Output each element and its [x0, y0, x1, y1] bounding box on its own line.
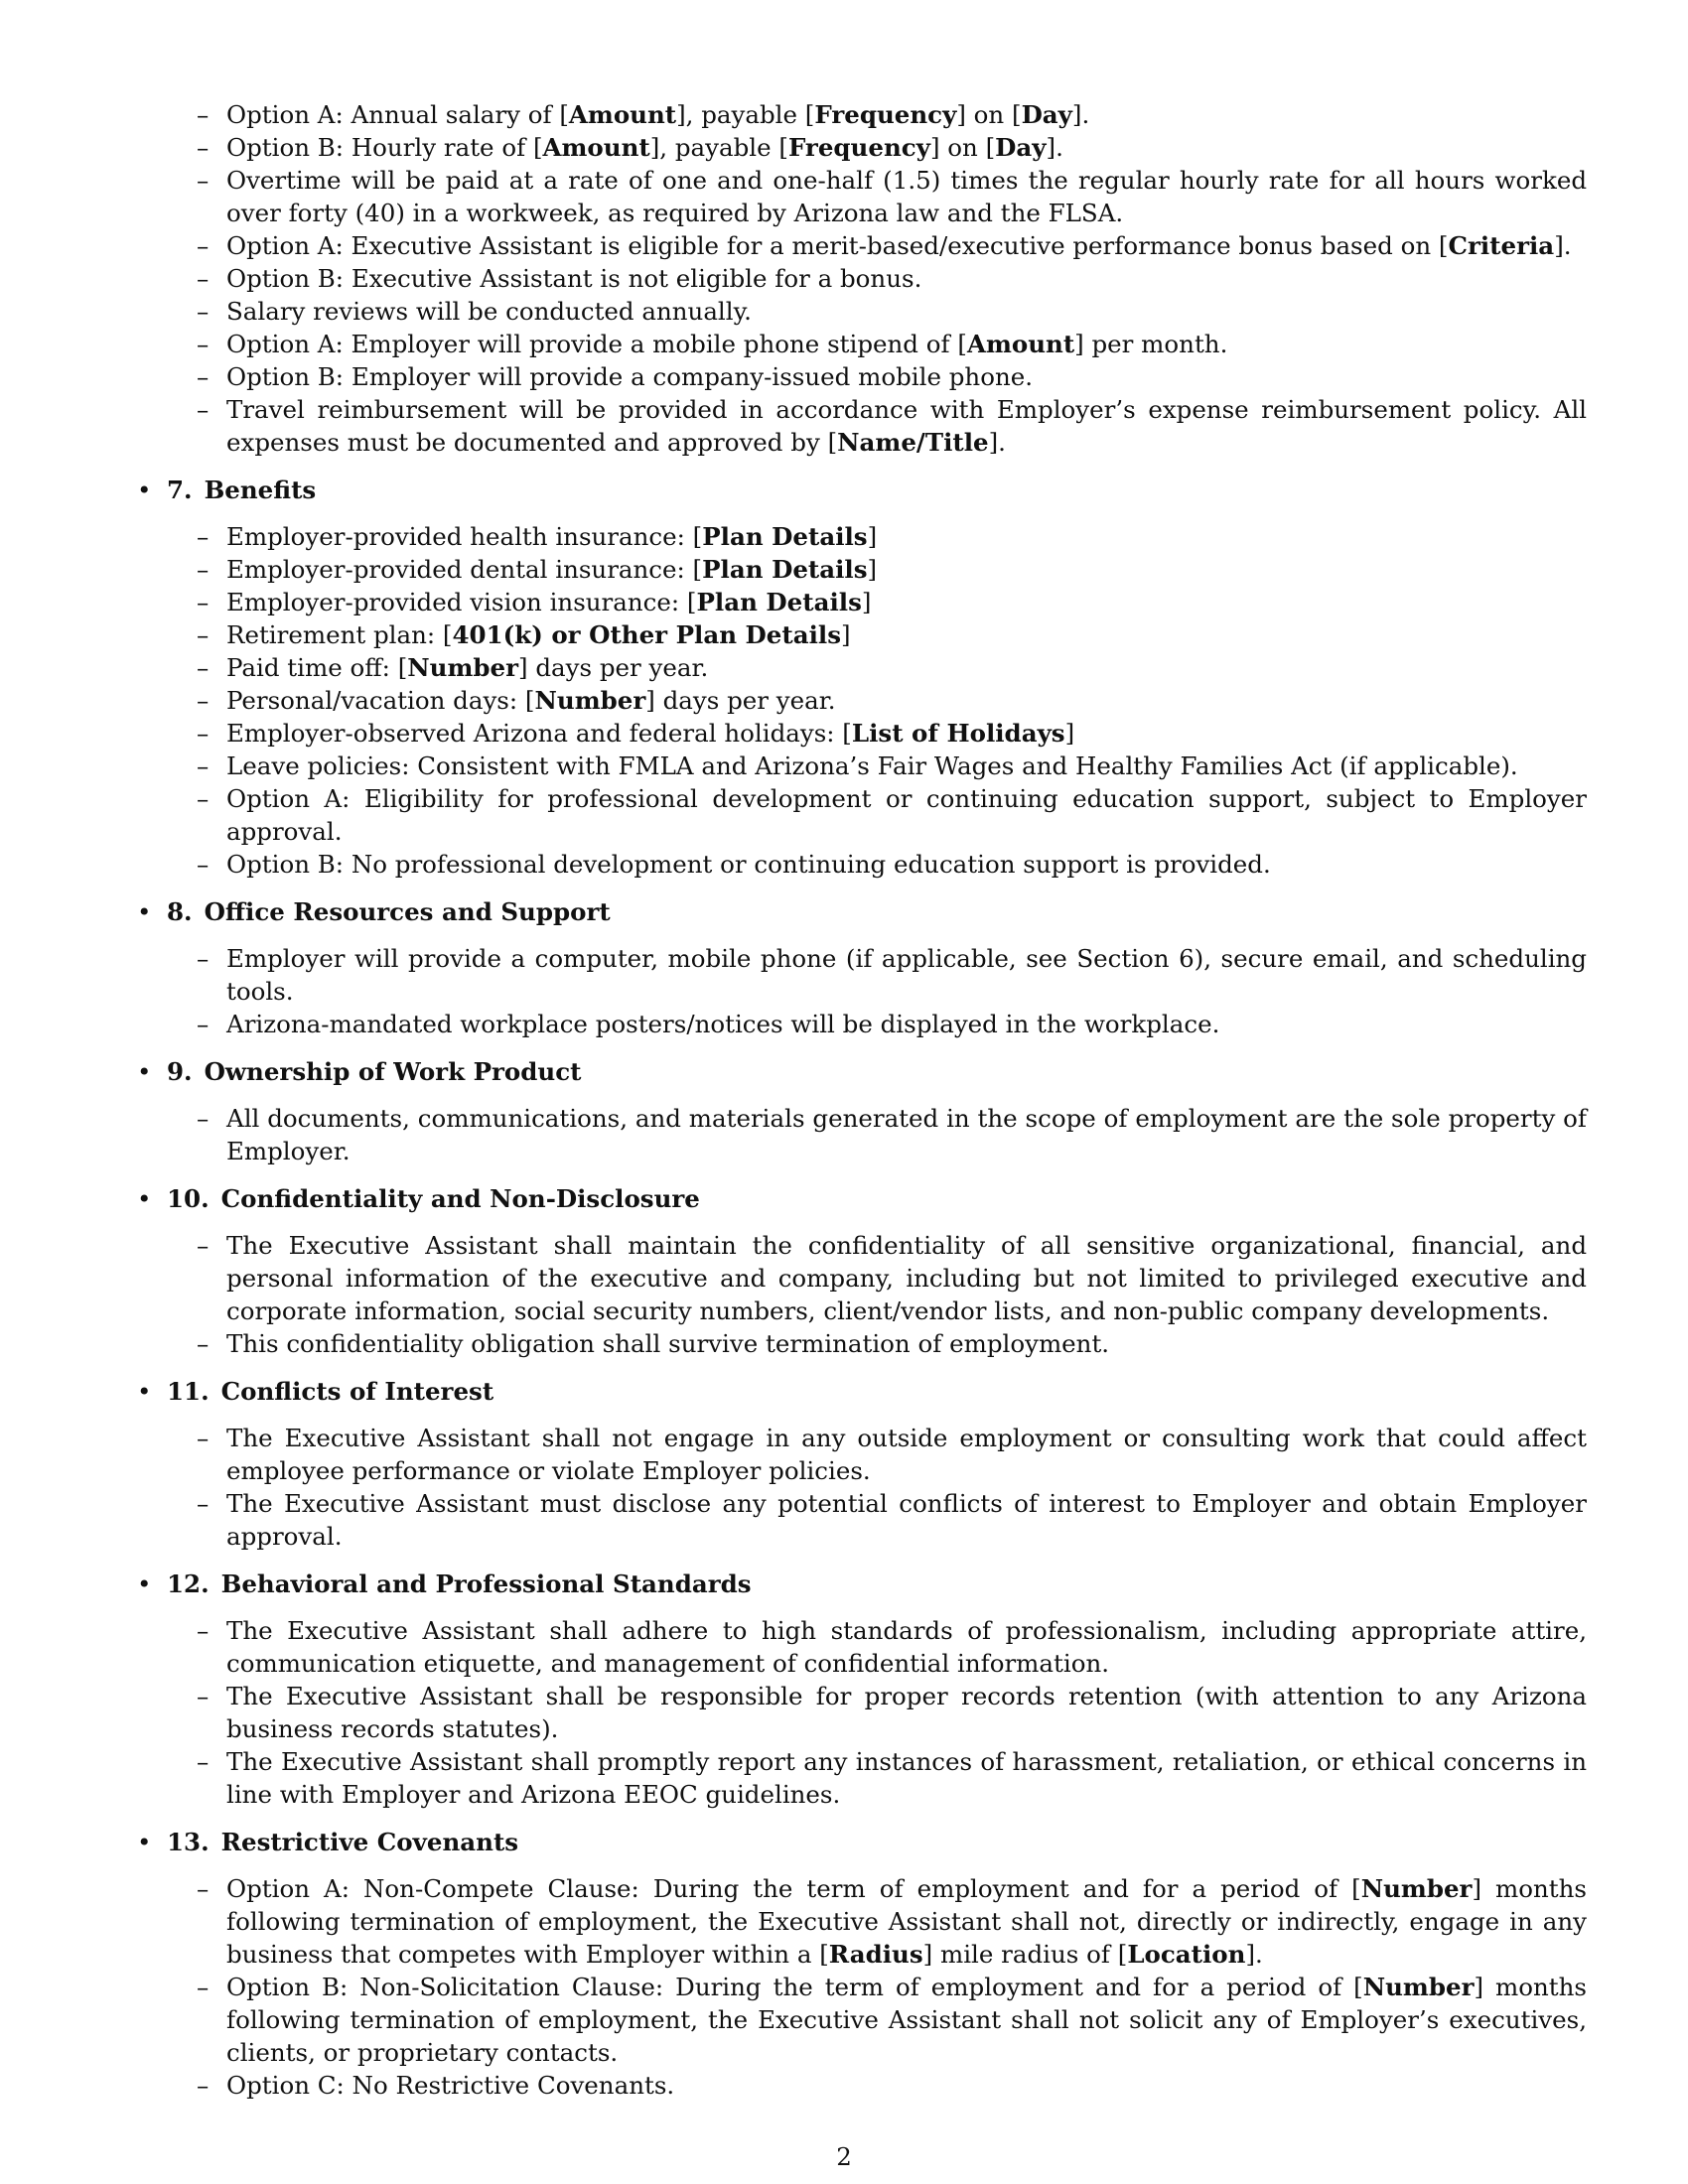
text-segment: Personal/vacation days: [	[226, 686, 535, 715]
text-segment: ], payable [	[649, 133, 788, 162]
text-segment: ] months following termination of employment, the Executive Assistant shall not solicit any of Employer’s executives, clients, or proprietary contacts.	[226, 1973, 1587, 2067]
placeholder-field: Number	[534, 686, 646, 715]
text-segment: ] per month.	[1074, 330, 1228, 358]
text-segment: Option C: No Restrictive Covenants.	[226, 2071, 675, 2100]
text-segment: ] days per year.	[645, 686, 836, 715]
text-segment: Employer-provided health insurance: [	[226, 522, 703, 551]
text-segment: Employer-provided dental insurance: [	[226, 555, 703, 584]
placeholder-field: Plan Details	[696, 588, 862, 616]
placeholder-field: Frequency	[787, 133, 930, 162]
list-item	[226, 553, 1587, 586]
section-heading	[129, 1375, 1587, 1408]
section-title: Office Resources and Support	[204, 897, 611, 926]
text-segment: ] mile radius of [	[922, 1940, 1128, 1969]
section-items-list	[129, 520, 1587, 881]
placeholder-field: Amount	[542, 133, 650, 162]
text-segment: Option B: Hourly rate of [	[226, 133, 543, 162]
section-heading	[129, 1826, 1587, 1858]
placeholder-field: List of Holidays	[851, 719, 1065, 748]
section-items-list	[129, 1614, 1587, 1811]
section	[129, 1055, 1587, 1167]
text-segment: Salary reviews will be conducted annually.	[226, 297, 752, 326]
text-segment: Overtime will be paid at a rate of one and one-half (1.5) times the regular hourly rate for all hours worked over forty (40) in a workweek, as required by Arizona law and the FLSA.	[226, 166, 1587, 227]
text-segment: The Executive Assistant shall not engage in any outside employment or consulting work that could affect employee performance or violate Employer policies.	[226, 1424, 1587, 1485]
text-segment: Option A: Non-Compete Clause: During the term of employment and for a period of [	[226, 1874, 1361, 1903]
text-segment: ]	[867, 555, 878, 584]
text-segment: Arizona-mandated workplace posters/notices will be displayed in the workplace.	[226, 1010, 1220, 1038]
list-item	[226, 586, 1587, 618]
list-item	[226, 1229, 1587, 1327]
list-item	[226, 618, 1587, 651]
list-item	[226, 98, 1587, 131]
text-segment: The Executive Assistant shall promptly report any instances of harassment, retaliation, or ethical concerns in line with Employer and Arizona EEOC guidelines.	[226, 1747, 1587, 1809]
text-segment: Leave policies: Consistent with FMLA and Arizona’s Fair Wages and Healthy Families Act (if applicable).	[226, 751, 1518, 780]
list-item	[226, 295, 1587, 328]
placeholder-field: Radius	[828, 1940, 923, 1969]
list-item	[226, 651, 1587, 684]
section	[129, 1568, 1587, 1811]
list-item	[226, 360, 1587, 393]
list-item	[226, 1327, 1587, 1360]
list-item	[226, 750, 1587, 782]
section-heading	[129, 895, 1587, 928]
section	[129, 1826, 1587, 2102]
sections-container	[129, 474, 1587, 2102]
placeholder-field: Amount	[568, 100, 677, 129]
list-item	[226, 717, 1587, 750]
text-segment: ]	[841, 620, 851, 649]
list-item	[226, 393, 1587, 459]
text-segment: This confidentiality obligation shall survive termination of employment.	[226, 1329, 1110, 1358]
section-items-list	[129, 1422, 1587, 1553]
placeholder-field: Amount	[966, 330, 1075, 358]
section-heading	[129, 1055, 1587, 1088]
text-segment: The Executive Assistant shall be responsible for proper records retention (with attention to any Arizona business records statutes).	[226, 1682, 1587, 1743]
text-segment: Employer-provided vision insurance: [	[226, 588, 697, 616]
placeholder-field: Number	[1360, 1874, 1473, 1903]
bullet-icon: •	[137, 476, 152, 504]
list-item	[226, 1487, 1587, 1553]
placeholder-field: Plan Details	[702, 555, 868, 584]
text-segment: ].	[1245, 1940, 1263, 1969]
list-item	[226, 942, 1587, 1008]
text-segment: ] on [	[956, 100, 1022, 129]
list-item	[226, 1102, 1587, 1167]
placeholder-field: Number	[407, 653, 519, 682]
placeholder-field: Name/Title	[837, 428, 989, 457]
list-item	[226, 262, 1587, 295]
section-title: Restrictive Covenants	[220, 1828, 519, 1856]
text-segment: The Executive Assistant shall adhere to high standards of professionalism, including appropriate attire, communication etiquette, and management of confidential information.	[226, 1616, 1587, 1678]
section-heading	[129, 474, 1587, 506]
section	[129, 1182, 1587, 1360]
text-segment: ]	[1064, 719, 1075, 748]
list-item	[226, 1872, 1587, 1971]
section-number: 7.	[167, 476, 193, 504]
placeholder-field: Day	[1021, 100, 1072, 129]
placeholder-field: Frequency	[814, 100, 957, 129]
section-items-list	[129, 1102, 1587, 1167]
list-item	[226, 782, 1587, 848]
text-segment: Option A: Eligibility for professional development or continuing education support, subject to Employer approval.	[226, 784, 1587, 846]
section-title: Conflicts of Interest	[220, 1377, 494, 1406]
placeholder-field: Plan Details	[702, 522, 868, 551]
text-segment: Employer will provide a computer, mobile phone (if applicable, see Section 6), secure email, and scheduling tools.	[226, 944, 1587, 1006]
text-segment: ] months following termination of employment, the Executive Assistant shall not, directly or indirectly, engage in any business that competes with Employer within a [	[226, 1874, 1587, 1969]
bullet-icon: •	[137, 897, 152, 926]
text-segment: ]	[867, 522, 878, 551]
section-number: 8.	[167, 897, 193, 926]
document-body	[129, 98, 1587, 2102]
text-segment: Option B: Employer will provide a company-issued mobile phone.	[226, 362, 1034, 391]
section-title: Ownership of Work Product	[204, 1057, 582, 1086]
list-item	[226, 1971, 1587, 2069]
section-items-list	[129, 1872, 1587, 2102]
list-item	[226, 2069, 1587, 2102]
bullet-icon: •	[137, 1570, 152, 1598]
list-item	[226, 1745, 1587, 1811]
page-number: 2	[836, 2142, 852, 2171]
section-items-list	[129, 942, 1587, 1040]
section	[129, 1375, 1587, 1553]
bullet-icon: •	[137, 1057, 152, 1086]
section-title: Behavioral and Professional Standards	[220, 1570, 752, 1598]
text-segment: Option A: Employer will provide a mobile phone stipend of [	[226, 330, 967, 358]
text-segment: Option A: Executive Assistant is eligible for a merit-based/executive performance bonus based on [	[226, 231, 1449, 260]
list-item	[226, 328, 1587, 360]
section-heading	[129, 1182, 1587, 1215]
text-segment: ] days per year.	[518, 653, 709, 682]
section	[129, 895, 1587, 1040]
compensation-items-list	[129, 98, 1587, 459]
text-segment: ] on [	[929, 133, 996, 162]
text-segment: ], payable [	[676, 100, 815, 129]
list-item	[226, 1008, 1587, 1040]
section-number: 13.	[167, 1828, 210, 1856]
text-segment: Option B: Executive Assistant is not eligible for a bonus.	[226, 264, 922, 293]
placeholder-field: 401(k) or Other Plan Details	[452, 620, 841, 649]
text-segment: The Executive Assistant must disclose any potential conflicts of interest to Employer and obtain Employer approval.	[226, 1489, 1587, 1551]
section-number: 9.	[167, 1057, 193, 1086]
placeholder-field: Location	[1127, 1940, 1246, 1969]
section-items-list	[129, 1229, 1587, 1360]
list-item	[226, 229, 1587, 262]
list-item	[226, 1614, 1587, 1680]
text-segment: The Executive Assistant shall maintain the confidentiality of all sensitive organizational, financial, and personal information of the executive and company, including but not limited to privileged executive and corporate information, social security numbers, client/vendor lists, and non-public company developments.	[226, 1231, 1587, 1325]
text-segment: Employer-observed Arizona and federal holidays: [	[226, 719, 852, 748]
text-segment: ]	[861, 588, 872, 616]
text-segment: Option B: Non-Solicitation Clause: During the term of employment and for a period of [	[226, 1973, 1363, 2001]
text-segment: ].	[1046, 133, 1063, 162]
text-segment: ].	[1554, 231, 1572, 260]
text-segment: Retirement plan: [	[226, 620, 453, 649]
section-number: 11.	[167, 1377, 210, 1406]
placeholder-field: Number	[1362, 1973, 1475, 2001]
placeholder-field: Day	[995, 133, 1047, 162]
section-number: 12.	[167, 1570, 210, 1598]
list-item	[226, 1680, 1587, 1745]
text-segment: Option B: No professional development or continuing education support is provided.	[226, 850, 1271, 879]
section-heading	[129, 1568, 1587, 1600]
text-segment: ].	[988, 428, 1006, 457]
text-segment: Travel reimbursement will be provided in accordance with Employer’s expense reimbursement policy. All expenses must be documented and approved by [	[226, 395, 1587, 457]
section-number: 10.	[167, 1184, 210, 1213]
section	[129, 474, 1587, 881]
section-title: Confidentiality and Non-Disclosure	[220, 1184, 700, 1213]
text-segment: Paid time off: [	[226, 653, 408, 682]
placeholder-field: Criteria	[1448, 231, 1555, 260]
bullet-icon: •	[137, 1377, 152, 1406]
list-item	[226, 1422, 1587, 1487]
text-segment: ].	[1071, 100, 1090, 129]
text-segment: All documents, communications, and materials generated in the scope of employment are the sole property of Employer.	[226, 1104, 1587, 1165]
bullet-icon: •	[137, 1828, 152, 1856]
list-item	[226, 520, 1587, 553]
list-item	[226, 848, 1587, 881]
bullet-icon: •	[137, 1184, 152, 1213]
text-segment: Option A: Annual salary of [	[226, 100, 569, 129]
list-item	[226, 684, 1587, 717]
section-title: Benefits	[204, 476, 317, 504]
list-item	[226, 164, 1587, 229]
list-item	[226, 131, 1587, 164]
